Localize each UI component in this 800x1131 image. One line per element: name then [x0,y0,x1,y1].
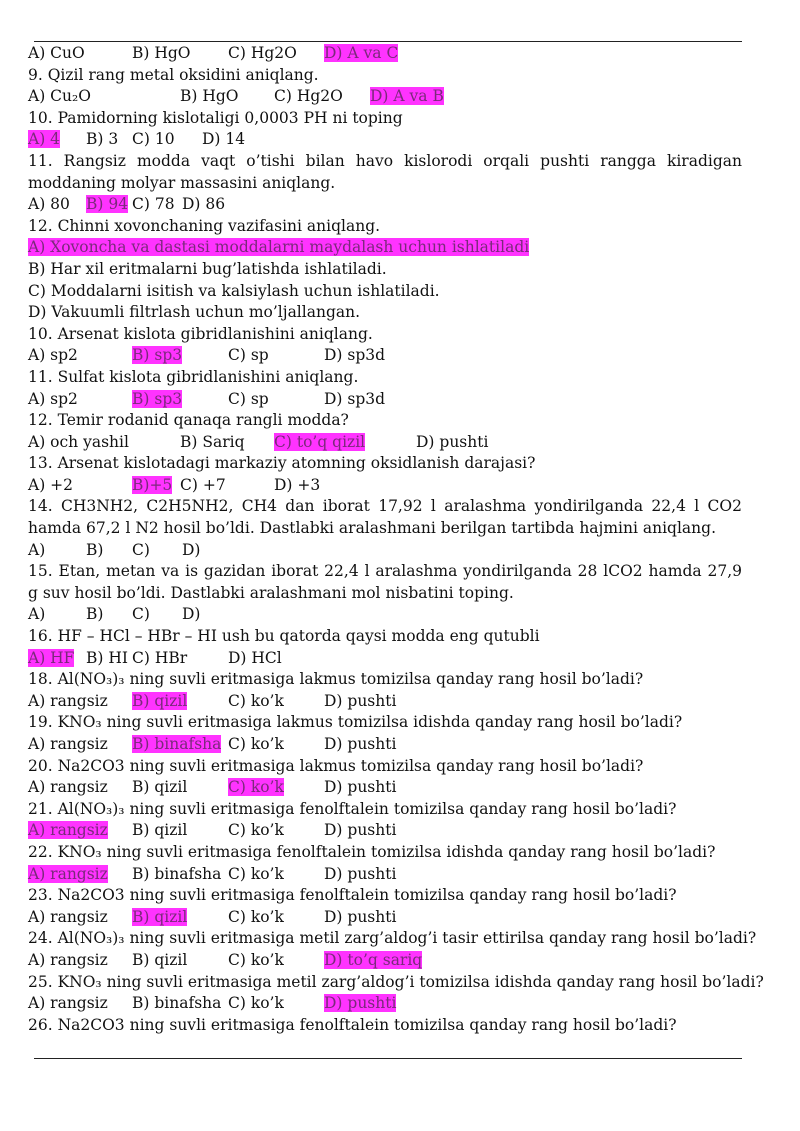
answer-option [132,345,228,367]
answer-option-text: A) sp2 [28,346,78,365]
question-text: 15. Etan, metan va is gazidan iborat 22,4 l aralashma yondirilganda 28 lCO2 hamda 27,9 g suv hosil bo’ldi. Dastlabki aralashmani mol nisbatini toping. [28,562,742,602]
answer-option [324,907,404,929]
correct-answer-highlight: D) A va C [324,44,399,62]
correct-answer-highlight: B) 94 [86,195,129,214]
answer-option [228,389,324,411]
answer-option-text: C) ko’k [228,907,284,926]
answer-option [228,993,324,1015]
answer-option [132,194,182,216]
answer-option [132,993,228,1015]
answer-option [28,604,86,626]
answer-option [202,129,262,151]
question-text: 11. Sulfat kislota gibridlanishini aniqlang. [28,367,359,386]
answer-options-row [28,820,742,842]
answer-option-text: D) [182,540,201,559]
question-text: 16. HF – HCl – HBr – HI ush bu qatorda qaysi modda eng qutubli [28,627,540,646]
answer-option [86,540,132,562]
answer-option-text: A) rangsiz [28,691,108,710]
answer-option [28,129,86,151]
answer-option [132,604,182,626]
answer-option [86,129,132,151]
answer-options-row [28,43,742,65]
question-text: 22. KNO₃ ning suvli eritmasiga fenolftalein tomizilsa idishda qanday rang hosil bo’ladi? [28,842,716,861]
answer-option [370,86,470,108]
answer-option-text: C) Moddalarni isitish va kalsiylash uchun ishlatiladi. [28,281,440,300]
answer-option-text: B) [86,540,104,559]
answer-option-text: D) Vakuumli filtrlash uchun mo’ljallangan. [28,303,361,322]
answer-option [132,648,228,670]
question-text: 14. CH3NH2, C2H5NH2, CH4 dan iborat 17,92 l aralashma yondirilganda 22,4 l CO2 hamda 67,2 l N2 hosil bo’ldi. Dastlabki aralashmani berilgan tartibda hajmini aniqlang. [28,497,742,538]
answer-option [132,820,228,842]
answer-option [228,777,324,799]
question-text: 26. Na2CO3 ning suvli eritmasiga fenolftalein tomizilsa qanday rang hosil bo’ladi? [28,1015,677,1034]
answer-option [228,648,288,670]
answer-option [28,950,132,972]
answer-option-line [28,237,742,259]
answer-option [132,950,228,972]
answer-option-text: A) [28,540,46,559]
answer-options-row [28,129,742,151]
answer-option [28,432,180,454]
answer-option [324,950,424,972]
correct-answer-highlight: D) A va B [370,87,444,106]
answer-option [228,864,324,886]
answer-option-text: C) ko’k [228,994,284,1013]
answer-option [274,86,370,108]
answer-option-text: D) sp3d [324,346,386,365]
answer-option-text: C) HBr [132,648,188,667]
answer-option [324,777,404,799]
answer-options-row [28,475,742,497]
answer-option [28,648,86,670]
answer-option-text: A) rangsiz [28,994,108,1013]
answer-option [28,43,132,65]
answer-option [228,820,324,842]
answer-option-text: C) Hg2O [228,44,297,62]
answer-option-text: C) Hg2O [274,87,343,106]
question-text: 12. Temir rodanid qanaqa rangli modda? [28,411,349,430]
answer-option-text: D) pushti [324,864,397,883]
answer-option [228,907,324,929]
answer-option [28,777,132,799]
answer-options-row [28,194,742,216]
correct-answer-highlight: B) qizil [132,691,188,710]
answer-option [274,432,416,454]
answer-option-text: B) HI [86,648,129,667]
answer-option-text: C) ko’k [228,691,284,710]
answer-option-text: C) sp [228,389,269,408]
answer-options-row [28,648,742,670]
answer-option [180,86,274,108]
answer-option [86,194,132,216]
answer-option-line [28,302,742,324]
answer-option-text: C) [132,605,150,624]
answer-option [28,475,132,497]
answer-options-row [28,864,742,886]
answer-option-text: B) HgO [180,87,239,106]
answer-option-text: C) +7 [180,475,226,494]
answer-option [228,691,324,713]
answer-option [180,475,274,497]
answer-option [132,734,228,756]
question-text: 18. Al(NO₃)₃ ning suvli eritmasiga lakmus tomizilsa qanday rang hosil bo’ladi? [28,670,644,689]
answer-option [182,194,242,216]
correct-answer-highlight: B)+5 [132,475,173,494]
correct-answer-highlight: A) 4 [28,130,61,149]
question-text: 10. Pamidorning kislotaligi 0,0003 PH ni toping [28,108,403,127]
correct-answer-highlight: B) sp3 [132,389,183,408]
correct-answer-highlight: A) HF [28,648,75,667]
answer-option [28,389,132,411]
answer-option [28,345,132,367]
answer-option-text: D) sp3d [324,389,386,408]
answer-option-line [28,281,742,303]
answer-option [132,691,228,713]
answer-option [324,345,404,367]
answer-options-row [28,540,742,562]
answer-option [182,540,222,562]
answer-option-text: B) Har xil eritmalarni bug’latishda ishlatiladi. [28,259,387,278]
answer-option-text: A) Cu₂O [28,87,91,106]
question-text: 23. Na2CO3 ning suvli eritmasiga fenolftalein tomizilsa qanday rang hosil bo’ladi? [28,886,677,905]
answer-option-text: A) rangsiz [28,950,108,969]
answer-option [132,907,228,929]
answer-option [28,86,180,108]
answer-option-text: A) och yashil [28,432,129,451]
top-divider-line [34,41,742,42]
answer-option-text: B) binafsha [132,994,222,1013]
question-text: 10. Arsenat kislota gibridlanishini aniqlang. [28,324,373,343]
answer-option-text: C) 10 [132,130,175,149]
answer-option-text: C) sp [228,346,269,365]
answer-option-text: A) sp2 [28,389,78,408]
question-text: 9. Qizil rang metal oksidini aniqlang. [28,65,319,84]
question-text: 20. Na2CO3 ning suvli eritmasiga lakmus tomizilsa qanday rang hosil bo’ladi? [28,756,644,775]
answer-option-text: C) ko’k [228,735,284,753]
answer-option [324,43,424,65]
question-list [28,43,764,1036]
answer-option [132,864,228,886]
answer-option [86,604,132,626]
answer-option-text: B) [86,605,104,624]
answer-option-text: A) rangsiz [28,778,108,797]
answer-option-text: C) 78 [132,195,175,214]
bottom-divider-line [34,1058,742,1059]
answer-options-row [28,691,742,713]
answer-option [132,475,180,497]
answer-option [274,475,334,497]
question-text: 11. Rangsiz modda vaqt o’tishi bilan havo kislorodi orqali pushti rangga kiradigan moddaning molyar massasini aniqlang. [28,151,742,192]
question-text: 13. Arsenat kislotadagi markaziy atomning oksidlanish darajasi? [28,454,536,473]
answer-option-text: D) pushti [324,907,397,926]
correct-answer-highlight: D) pushti [324,994,397,1013]
answer-option-text: A) rangsiz [28,735,108,753]
question-text: 12. Chinni xovonchaning vazifasini aniqlang. [28,216,381,235]
answer-option-text: A) CuO [28,44,85,62]
correct-answer-highlight: D) to’q sariq [324,950,423,969]
answer-option [324,820,404,842]
answer-option-text: A) 80 [28,195,70,214]
answer-option [182,604,222,626]
answer-option-text: B) Sariq [180,432,245,451]
answer-option-text: A) +2 [28,475,74,494]
correct-answer-highlight: B) binafsha [132,735,222,753]
answer-option [228,950,324,972]
answer-options-row [28,86,742,108]
answer-option-text: B) HgO [132,44,191,62]
answer-option [28,540,86,562]
answer-option [180,432,274,454]
answer-option [132,389,228,411]
answer-option [416,432,506,454]
answer-option-text: C) ko’k [228,950,284,969]
answer-option-text: D) pushti [324,691,397,710]
answer-option [28,734,132,756]
answer-option-text: B) qizil [132,778,188,797]
answer-option [324,734,404,756]
answer-option-text: D) pushti [324,735,397,753]
answer-option [28,993,132,1015]
answer-option-text: A) rangsiz [28,907,108,926]
answer-option [132,129,202,151]
answer-option [28,907,132,929]
correct-answer-highlight: C) ko’k [228,778,284,797]
answer-option-text: D) HCl [228,648,282,667]
answer-option [228,734,324,756]
answer-option [28,194,86,216]
question-text: 19. KNO₃ ning suvli eritmasiga lakmus tomizilsa idishda qanday rang hosil bo’ladi? [28,713,683,732]
answer-option-text: D) 86 [182,195,226,214]
answer-option [324,389,404,411]
answer-option-text: C) ko’k [228,821,284,840]
answer-option [324,691,404,713]
answer-options-row [28,345,742,367]
answer-option-text: D) pushti [324,821,397,840]
answer-option-text: D) 14 [202,130,246,149]
answer-option [132,540,182,562]
answer-option [132,777,228,799]
correct-answer-highlight: B) qizil [132,907,188,926]
answer-option-text: B) qizil [132,821,188,840]
answer-option-text: B) binafsha [132,864,222,883]
answer-option-text: C) [132,540,150,559]
answer-option [324,993,404,1015]
correct-answer-highlight: C) to’q qizil [274,432,366,451]
answer-options-row [28,604,742,626]
correct-answer-highlight: B) sp3 [132,346,183,365]
answer-option-text: B) qizil [132,950,188,969]
correct-answer-highlight: A) Xovoncha va dastasi moddalarni maydalash uchun ishlatiladi [28,238,530,257]
correct-answer-highlight: A) rangsiz [28,821,108,840]
answer-option [228,345,324,367]
answer-option-text: D) pushti [416,432,489,451]
answer-option-text: D) [182,605,201,624]
correct-answer-highlight: A) rangsiz [28,864,108,883]
answer-option [228,43,324,65]
answer-option [28,864,132,886]
answer-option-line [28,259,742,281]
answer-option-text: A) [28,605,46,624]
answer-option [324,864,404,886]
question-text: 24. Al(NO₃)₃ ning suvli eritmasiga metil zarg’aldog’i tasir ettirilsa qanday rang hosil bo’ladi? [28,929,757,948]
answer-options-row [28,734,742,756]
answer-option-text: D) pushti [324,778,397,797]
answer-option [86,648,132,670]
answer-option-text: B) 3 [86,130,119,149]
answer-options-row [28,389,742,411]
answer-option-text: D) +3 [274,475,321,494]
answer-option [28,820,132,842]
answer-options-row [28,950,742,972]
question-text: 21. Al(NO₃)₃ ning suvli eritmasiga fenolftalein tomizilsa qanday rang hosil bo’ladi? [28,799,677,818]
answer-option-text: C) ko’k [228,864,284,883]
question-text: 25. KNO₃ ning suvli eritmasiga metil zarg’aldog’i tomizilsa idishda qanday rang hosil bo’ladi? [28,972,764,991]
answer-options-row [28,993,742,1015]
answer-option [132,43,228,65]
answer-option [28,691,132,713]
answer-options-row [28,432,742,454]
answer-options-row [28,777,742,799]
answer-options-row [28,907,742,929]
